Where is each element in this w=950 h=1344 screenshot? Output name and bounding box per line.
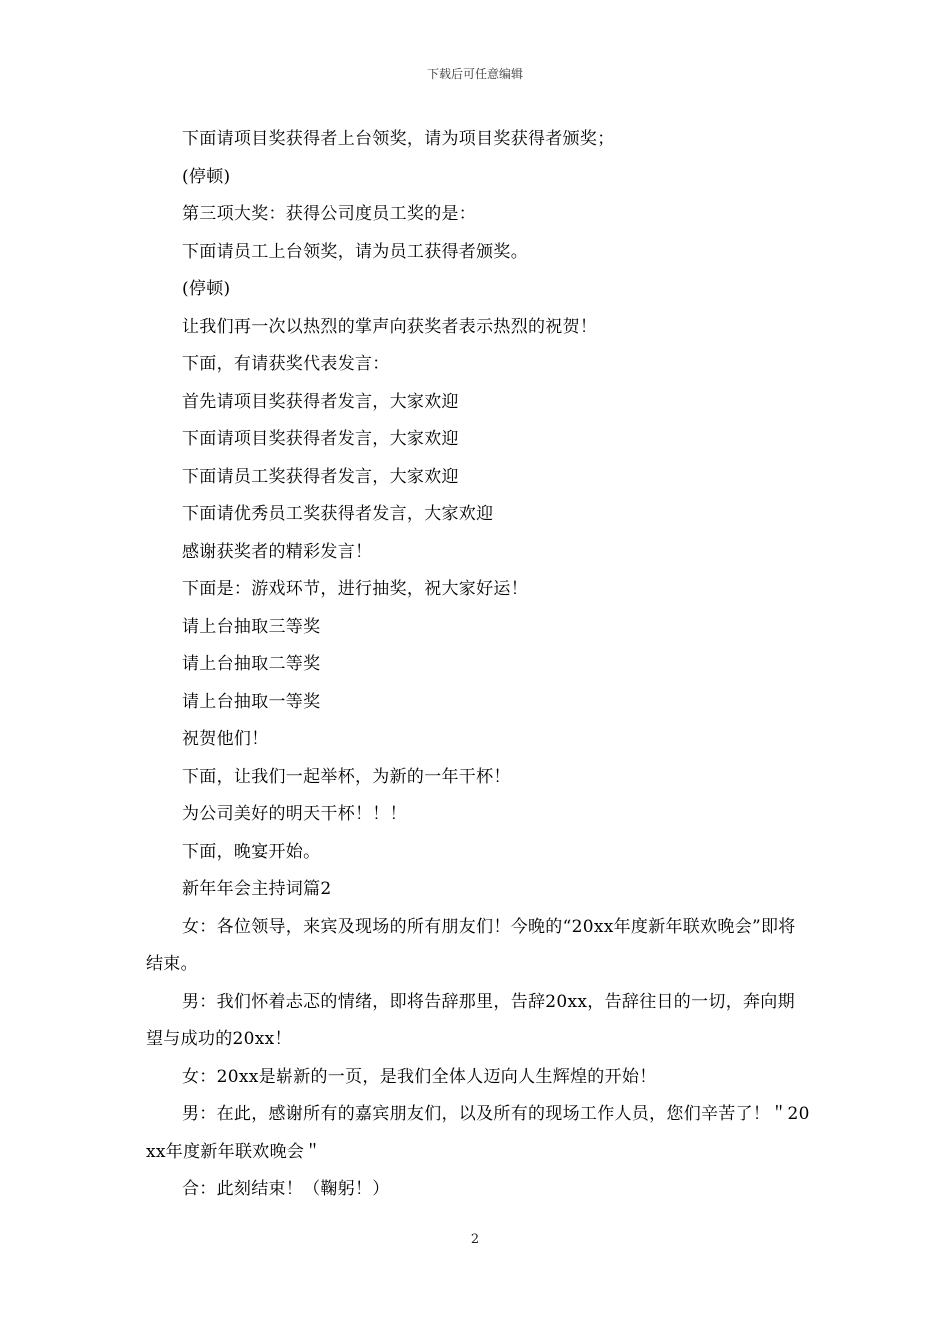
paragraph: 感谢获奖者的精彩发言！ (182, 541, 373, 562)
paragraph: 首先请项目奖获得者发言，大家欢迎 (182, 391, 459, 412)
paragraph: 下面是：游戏环节，进行抽奖，祝大家好运！ (182, 579, 528, 599)
paragraph: 下面请项目奖获得者上台领奖，请为项目奖获得者颁奖； (182, 129, 615, 149)
page-number: 2 (470, 1232, 480, 1247)
paragraph: 请上台抽取二等奖 (182, 654, 321, 674)
paragraph: 第三项大奖：获得公司度员工奖的是： (182, 204, 477, 224)
paragraph: 下面请员工奖获得者发言，大家欢迎 (182, 466, 459, 487)
paragraph: 女：各位领导，来宾及现场的所有朋友们！今晚的“20xx年度新年联欢晚会”即将结束。 (146, 916, 796, 974)
paragraph: 下面，让我们一起举杯，为新的一年干杯！ (182, 766, 511, 787)
paragraph: 请上台抽取一等奖 (182, 691, 321, 712)
paragraph: 男：在此，感谢所有的嘉宾朋友们，以及所有的现场工作人员，您们辛苦了！＂20xx年度新年联欢晚会＂ (146, 1104, 810, 1162)
paragraph: 下面请优秀员工奖获得者发言，大家欢迎 (182, 504, 494, 524)
paragraph: 请上台抽取三等奖 (182, 616, 321, 637)
paragraph: 下面请员工上台领奖，请为员工获得者颁奖。 (182, 241, 528, 262)
paragraph: 男：我们怀着忐忑的情绪，即将告辞那里，告辞20xx，告辞往日的一切，奔向期望与成功的20xx！ (146, 991, 795, 1049)
paragraph: 女：20xx是崭新的一页，是我们全体人迈向人生辉煌的开始！ (182, 1066, 657, 1087)
paragraph: 合：此刻结束！（鞠躬！） (182, 1179, 390, 1199)
document-body (146, 121, 810, 1209)
page-header: 下载后可任意编辑 (426, 67, 523, 81)
paragraph: 让我们再一次以热烈的掌声向获奖者表示热烈的祝贺！ (182, 316, 598, 337)
paragraph: 为公司美好的明天干杯！！！ (182, 804, 407, 824)
paragraph: 下面，晚宴开始。 (182, 841, 321, 862)
paragraph: (停顿) (182, 279, 231, 299)
paragraph: (停顿) (182, 166, 231, 187)
paragraph: 下面请项目奖获得者发言，大家欢迎 (182, 429, 459, 449)
section-heading: 新年年会主持词篇2 (182, 879, 332, 899)
paragraph: 下面，有请获奖代表发言： (182, 354, 390, 374)
paragraph: 祝贺他们！ (182, 729, 269, 749)
